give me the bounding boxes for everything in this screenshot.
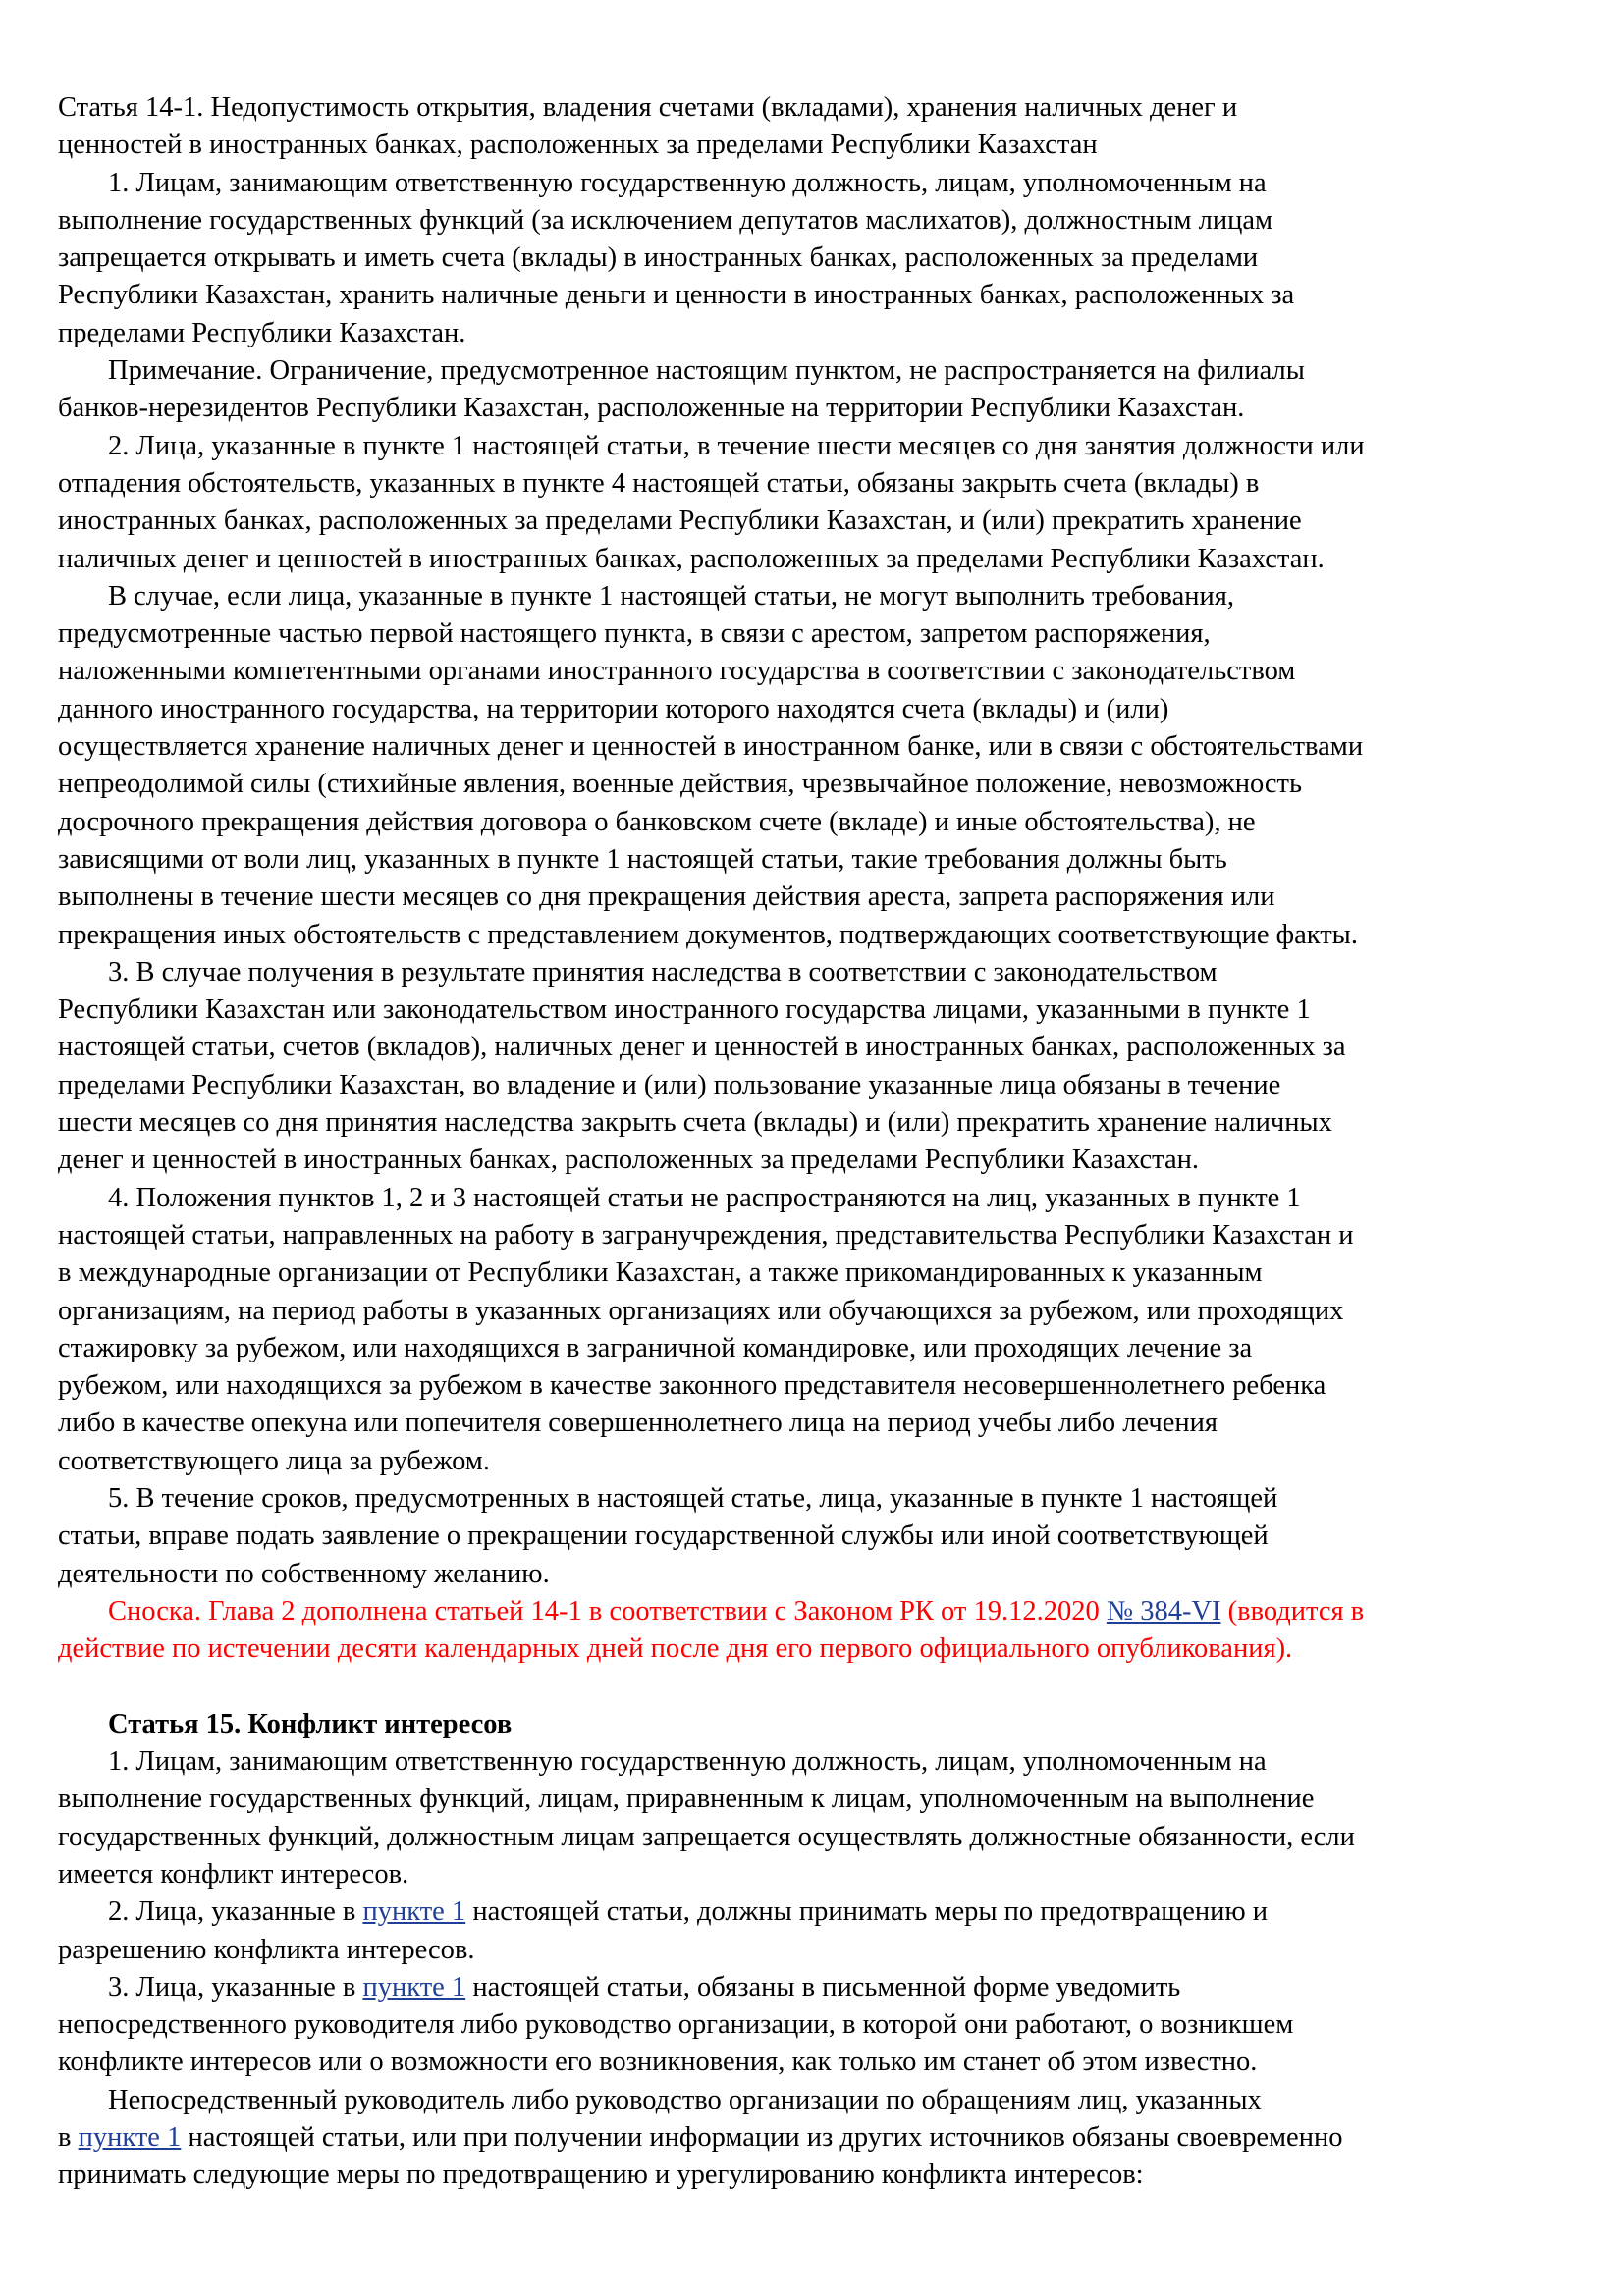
text-line: разрешению конфликта интересов.	[58, 1934, 475, 1965]
law-384-vi-link[interactable]: № 384-VI	[1106, 1595, 1221, 1627]
text-line	[58, 1894, 1590, 1931]
article-14-1-note	[58, 352, 1590, 428]
paragraph-text: настоящей статьи, обязаны в письменной форме уведомить	[465, 1971, 1181, 2002]
text-line	[58, 1593, 1590, 1630]
article-14-1-paragraph-4	[58, 1180, 1590, 1480]
text-line: настоящей статьи, счетов (вкладов), наличных денег и ценностей в иностранных банках, расположенных за	[58, 1032, 1346, 1063]
text-line: государственных функций, должностным лицам запрещается осуществлять должностные обязанности, если	[58, 1821, 1355, 1852]
paragraph-text: в	[58, 2122, 79, 2154]
paragraph-text: настоящей статьи, должны принимать меры по предотвращению и	[465, 1896, 1269, 1928]
text-line: выполнены в течение шести месяцев со дня прекращения действия ареста, запрета распоряжения или	[58, 881, 1275, 913]
article-15-paragraph-2	[58, 1894, 1590, 1969]
text-line: денег и ценностей в иностранных банках, расположенных за пределами Республики Казахстан.	[58, 1145, 1200, 1176]
article-15-paragraph-1	[58, 1743, 1590, 1894]
text-line: Республики Казахстан, хранить наличные деньги и ценности в иностранных банках, расположенных за	[58, 280, 1295, 311]
text-line: стажировку за рубежом, или находящихся в заграничной командировке, или проходящих лечение за	[58, 1332, 1253, 1363]
text-line: наложенными компетентными органами иностранного государства в соответствии с законодательством	[58, 656, 1296, 687]
article-14-1-paragraph-5	[58, 1480, 1590, 1593]
article-15-paragraph-3-part-2	[58, 2082, 1590, 2195]
paragraph-text: 3. Лица, указанные в	[108, 1971, 363, 2002]
text-line: зависящими от воли лиц, указанных в пункте 1 настоящей статьи, такие требования должны быть	[58, 843, 1227, 875]
section-spacer	[58, 1668, 1590, 1705]
text-line: отпадения обстоятельств, указанных в пункте 4 настоящей статьи, обязаны закрыть счета (вклады) в	[58, 467, 1260, 499]
text-line: статьи, вправе подать заявление о прекращении государственной службы или иной соответствующей	[58, 1521, 1269, 1552]
article-15-title: Статья 15. Конфликт интересов	[108, 1708, 513, 1739]
article-14-1-title	[58, 89, 1590, 165]
paragraph-text: настоящей статьи, или при получении информации из других источников обязаны своевременно	[181, 2122, 1343, 2154]
article-14-1-paragraph-2-part-2	[58, 578, 1590, 954]
document-page	[58, 89, 1590, 2195]
point-1-link[interactable]: пункте 1	[362, 1971, 466, 2002]
text-line: предусмотренные частью первой настоящего пункта, в связи с арестом, запретом распоряжения,	[58, 618, 1211, 650]
text-line: деятельности по собственному желанию.	[58, 1558, 550, 1589]
text-line: либо в качестве опекуна или попечителя совершеннолетнего лица на период учебы либо лечения	[58, 1408, 1218, 1439]
text-line: осуществляется хранение наличных денег и ценностей в иностранном банке, или в связи с обстоятельствами	[58, 731, 1364, 763]
text-line: конфликте интересов или о возможности его возникновения, как только им станет об этом известно.	[58, 2047, 1258, 2078]
text-line: шести месяцев со дня принятия наследства закрыть счета (вклады) и (или) прекратить хранение наличных	[58, 1107, 1332, 1139]
text-line: 2. Лица, указанные в пункте 1 настоящей статьи, в течение шести месяцев со дня занятия должности или	[108, 430, 1365, 461]
text-line: прекращения иных обстоятельств с представлением документов, подтверждающих соответствующие факты.	[58, 919, 1358, 950]
text-line: настоящей статьи, направленных на работу в загранучреждения, представительства Республики Казахстан и	[58, 1219, 1354, 1251]
text-line	[58, 1969, 1590, 2006]
article-15-paragraph-3	[58, 1969, 1590, 2082]
text-line: действие по истечении десяти календарных дней после дня его первого официального опубликования).	[58, 1633, 1293, 1665]
text-line: пределами Республики Казахстан.	[58, 317, 466, 348]
text-line: Непосредственный руководитель либо руководство организации по обращениям лиц, указанных	[108, 2084, 1262, 2115]
text-line: 3. В случае получения в результате принятия наследства в соответствии с законодательством	[108, 956, 1218, 988]
text-line: 4. Положения пунктов 1, 2 и 3 настоящей статьи не распространяются на лиц, указанных в пункте 1	[108, 1182, 1301, 1213]
text-line: выполнение государственных функций, лицам, приравненным к лицам, уполномоченным на выполнение	[58, 1784, 1315, 1815]
text-line: Республики Казахстан или законодательством иностранного государства лицами, указанными в пункте 1	[58, 994, 1311, 1026]
text-line: пределами Республики Казахстан, во владение и (или) пользование указанные лица обязаны в течение	[58, 1069, 1281, 1100]
text-line: Примечание. Ограничение, предусмотренное настоящим пунктом, не распространяется на филиалы	[108, 355, 1305, 387]
text-line: Статья 14-1. Недопустимость открытия, владения счетами (вкладами), хранения наличных денег и	[58, 92, 1238, 123]
footnote-text: (вводится в	[1220, 1595, 1365, 1627]
point-1-link[interactable]: пункте 1	[362, 1896, 466, 1928]
footnote-text: Сноска. Глава 2 дополнена статьей 14-1 в соответствии с Законом РК от 19.12.2020	[108, 1595, 1107, 1627]
text-line: 5. В течение сроков, предусмотренных в настоящей статье, лица, указанные в пункте 1 настоящей	[108, 1482, 1278, 1514]
text-line: имеется конфликт интересов.	[58, 1858, 409, 1890]
text-line: выполнение государственных функций (за исключением депутатов маслихатов), должностным лицам	[58, 204, 1273, 236]
text-line: непреодолимой силы (стихийные явления, военные действия, чрезвычайное положение, невозможность	[58, 769, 1303, 800]
point-1-link[interactable]: пункте 1	[78, 2122, 182, 2154]
text-line: В случае, если лица, указанные в пункте 1 настоящей статьи, не могут выполнить требования,	[108, 580, 1234, 612]
text-line: данного иностранного государства, на территории которого находятся счета (вклады) и (или)	[58, 693, 1169, 724]
text-line: рубежом, или находящихся за рубежом в качестве законного представителя несовершеннолетнего ребенка	[58, 1370, 1326, 1402]
text-line	[58, 2119, 1590, 2157]
text-line: досрочного прекращения действия договора о банковском счете (вкладе) и иные обстоятельства), не	[58, 806, 1256, 837]
text-line: 1. Лицам, занимающим ответственную государственную должность, лицам, уполномоченным на	[108, 167, 1267, 198]
text-line: принимать следующие меры по предотвращению и урегулированию конфликта интересов:	[58, 2160, 1144, 2191]
article-14-1-paragraph-3	[58, 954, 1590, 1180]
text-line: банков-нерезидентов Республики Казахстан, расположенные на территории Республики Казахстан.	[58, 393, 1245, 424]
article-14-1-paragraph-2	[58, 428, 1590, 578]
text-line: организациям, на период работы в указанных организациях или обучающихся за рубежом, или проходящих	[58, 1295, 1344, 1326]
text-line: ценностей в иностранных банках, расположенных за пределами Республики Казахстан	[58, 130, 1098, 161]
amendment-footnote	[58, 1593, 1590, 1669]
paragraph-text: 2. Лица, указанные в	[108, 1896, 363, 1928]
text-line: запрещается открывать и иметь счета (вклады) в иностранных банках, расположенных за пределами	[58, 242, 1259, 274]
text-line: в международные организации от Республики Казахстан, а также прикомандированных к указанным	[58, 1257, 1263, 1289]
text-line: 1. Лицам, занимающим ответственную государственную должность, лицам, уполномоченным на	[108, 1746, 1267, 1778]
text-line: соответствующего лица за рубежом.	[58, 1445, 490, 1476]
text-line: наличных денег и ценностей в иностранных банках, расположенных за пределами Республики Казахстан.	[58, 543, 1325, 574]
article-14-1-paragraph-1	[58, 165, 1590, 352]
text-line: иностранных банках, расположенных за пределами Республики Казахстан, и (или) прекратить хранение	[58, 506, 1302, 537]
text-line: непосредственного руководителя либо руководство организации, в которой они работают, о возникшем	[58, 2009, 1294, 2041]
